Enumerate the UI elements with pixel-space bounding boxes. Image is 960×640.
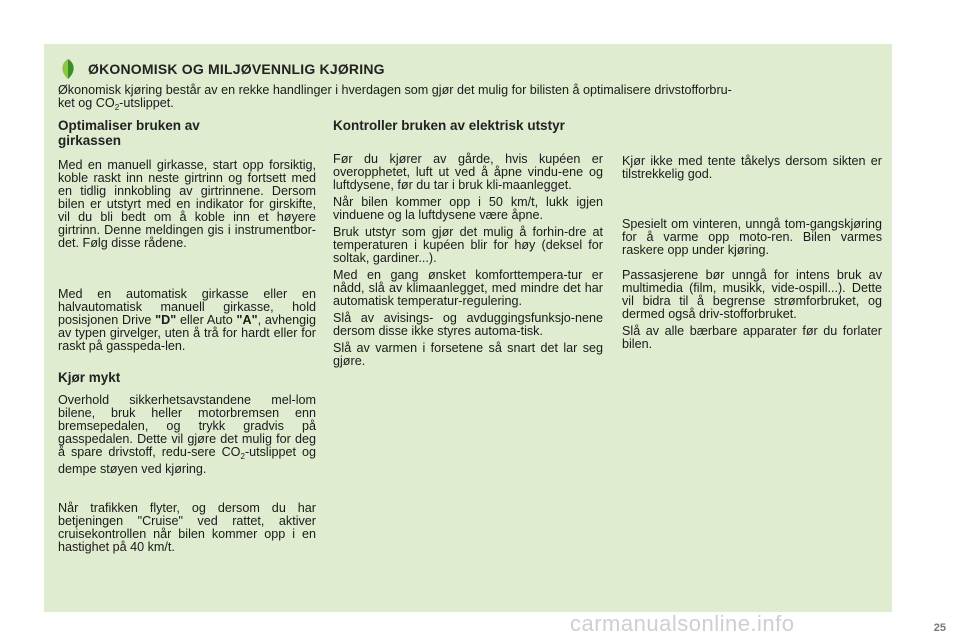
paragraph-seat-heating: Slå av varmen i forsetene så snart det lar seg gjøre.	[333, 341, 603, 368]
smooth-co2-subscript: 2	[240, 452, 245, 461]
auto-text-start: Med en automatisk girkasse eller en halvautomatisk manuell girkasse, hold posisjonen Drive	[58, 287, 316, 327]
drive-label: "D"	[155, 313, 177, 327]
section-title: ØKONOMISK OG MILJØVENNLIG KJØRING	[88, 61, 385, 77]
paragraph-fog-lights: Kjør ikke med tente tåkelys dersom sikten er tilstrekkelig god.	[622, 154, 882, 181]
heading-electrical: Kontroller bruken av elektrisk utstyr	[333, 118, 565, 133]
intro-co2-subscript: 2	[114, 103, 120, 112]
paragraph-automatic-gearbox	[58, 288, 316, 353]
paragraph-defog-off: Slå av avisings- og avduggingsfunksjo-nene dersom disse ikke styres automa-tisk.	[333, 311, 603, 338]
section-header	[58, 57, 385, 81]
column-electrical-cont	[622, 155, 882, 351]
page-number: 25	[933, 622, 946, 634]
paragraph-close-windows: Når bilen kommer opp i 50 km/t, lukk igjen vinduene og la luftdysene være åpne.	[333, 195, 603, 222]
auto-text-end: , avhengig av typen girvelger, uten å trå for hardt eller for raskt på gasspeda-len.	[58, 313, 316, 353]
auto-text-mid: eller Auto	[176, 313, 237, 327]
intro-line2-suffix: -utslippet.	[119, 96, 174, 110]
paragraph-cruise-control: Når trafikken flyter, og dersom du har betjeningen "Cruise" ved rattet, aktiver cruisekontrollen når bilen kommer opp i en hastighet på 40 km/t.	[58, 501, 316, 554]
intro-line1: Økonomisk kjøring består av en rekke handlinger i hverdagen som gjør det mulig for bilisten å optimalisere drivstofforbru-	[58, 83, 732, 97]
intro-line2-prefix: ket og CO	[58, 96, 115, 110]
paragraph-sun-protection: Bruk utstyr som gjør det mulig å forhin-dre at temperaturen i kupéen blir for høy (deksel for soltak, gardiner...).	[333, 225, 603, 265]
auto-label: "A"	[236, 313, 258, 327]
column-electrical	[333, 118, 603, 368]
heading-drive-smoothly: Kjør mykt	[58, 370, 121, 385]
column-gearbox	[58, 118, 316, 554]
intro-paragraph	[58, 84, 886, 114]
paragraph-drive-smoothly	[58, 394, 316, 476]
smooth-text-start: Overhold sikkerhetsavstandene mel-lom bilene, bruk heller motorbremsen enn bremsepedalen, og trykk gradvis på gasspedalen. Dette vil gjøre det mulig for deg å spare drivstoff, redu-sere CO	[58, 393, 316, 459]
paragraph-idling: Spesielt om vinteren, unngå tom-gangskjøring for å varme opp moto-ren. Bilen varmes raskere opp under kjøring.	[622, 217, 882, 257]
paragraph-portable-devices: Slå av alle bærbare apparater før du forlater bilen.	[622, 324, 882, 351]
paragraph-climate-off: Med en gang ønsket komforttempera-tur er nådd, slå av klimaanlegget, med mindre det har automatisk temperatur-regulering.	[333, 268, 603, 308]
paragraph-ventilate: Før du kjører av gårde, hvis kupéen er overopphetet, luft ut ved å åpne vindu-ene og luftdysene, før du tar i bruk kli-maanlegget.	[333, 152, 603, 192]
paragraph-multimedia: Passasjerene bør unngå for intens bruk av multimedia (film, musikk, vide-ospill...). Dette vil bidra til å begrense strømforbruket, og dermed også driv-stofforbruket.	[622, 268, 882, 321]
heading-gearbox: Optimaliser bruken av girkassen	[58, 118, 200, 148]
watermark: carmanualsonline.info	[570, 611, 795, 636]
paragraph-manual-gearbox: Med en manuell girkasse, start opp forsiktig, koble raskt inn neste girtrinn og fortsett med en tidlig innkobling av girtrinnene. Dersom bilen er utstyrt med en indikator for girskifte, vil du bli bedt om å koble inn et høyere girtrinn. Denne meldingen gis i instrumentbor-det. Følg disse rådene.	[58, 158, 316, 250]
leaf-icon	[58, 58, 78, 80]
smooth-text-end: -utslippet og dempe støyen ved kjøring.	[58, 445, 317, 476]
